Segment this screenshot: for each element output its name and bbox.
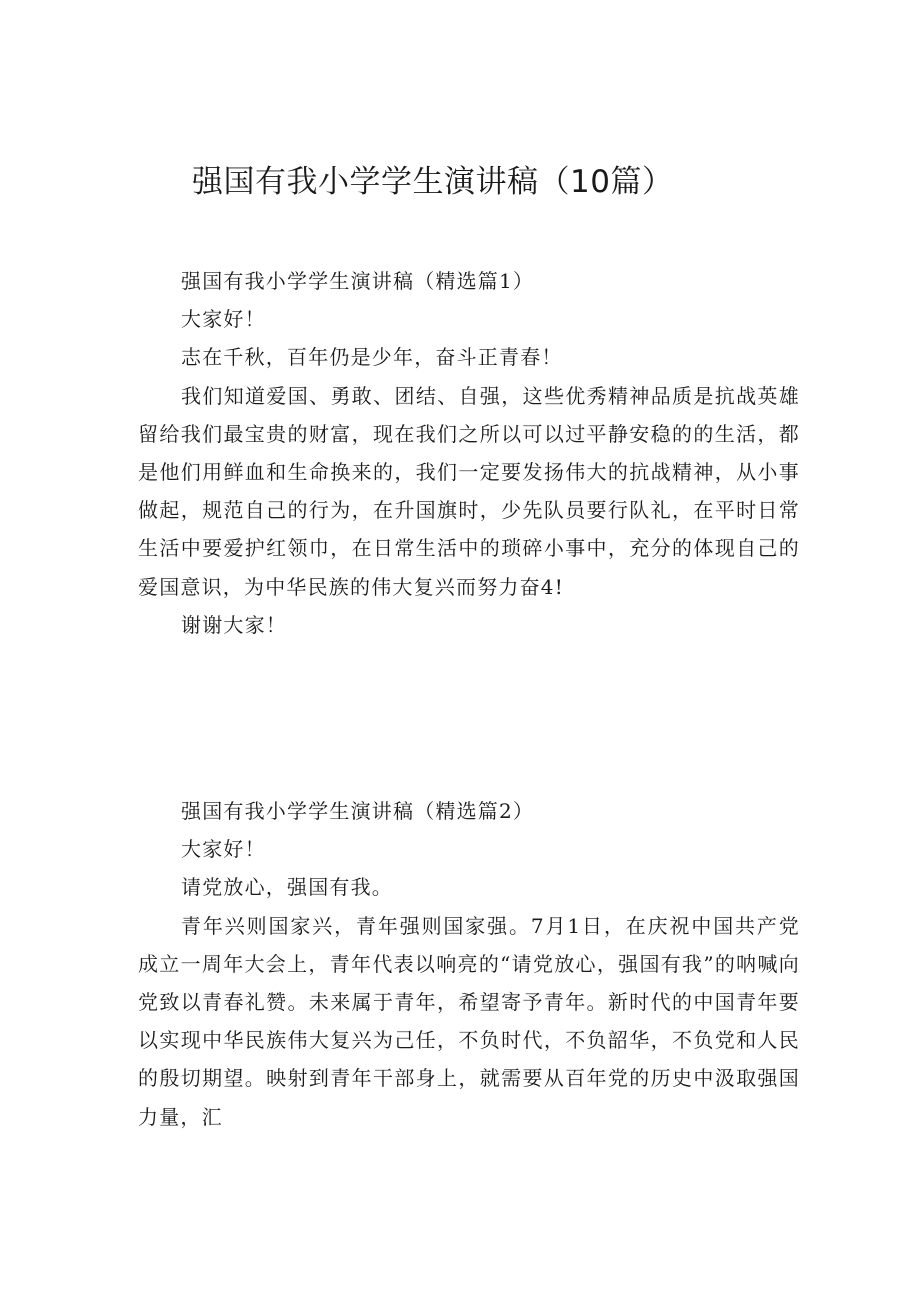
section-heading: 强国有我小学学生演讲稿（精选篇2） bbox=[181, 799, 535, 823]
greeting: 大家好！ bbox=[181, 307, 266, 332]
body-paragraph: 我们知道爱国、勇敢、团结、自强，这些优秀精神品质是抗战英雄留给我们最宝贵的财富，现在我们之所以可以过平静安稳的的生活，都是他们用鲜血和生命换来的，我们一定要发扬伟大的抗战精神，从小事做起，规范自己的行为，在升国旗时，少先队员要行队礼，在平时日常生活中要爱护红领巾，在日常生活中的琐碎小事中，充分的体现自己的爱国意识，为中华民族的伟大复兴而努力奋4! bbox=[138, 383, 800, 599]
section-1 bbox=[138, 262, 800, 644]
section-2 bbox=[138, 792, 800, 1136]
greeting: 大家好！ bbox=[181, 837, 266, 862]
closing: 谢谢大家！ bbox=[181, 612, 287, 637]
body-paragraph: 青年兴则国家兴，青年强则国家强。7月1日，在庆祝中国共产党成立一周年大会上，青年代表以响亮的“请党放心，强国有我”的呐喊向党致以青春礼赞。未来属于青年，希望寄予青年。新时代的中国青年要以实现中华民族伟大复兴为己任，不负时代，不负韶华，不负党和人民的殷切期望。映射到青年干部身上，就需要从百年党的历史中汲取强国力量，汇 bbox=[138, 913, 800, 1129]
motto: 志在千秋，百年仍是少年，奋斗正青春！ bbox=[181, 345, 563, 370]
motto: 请党放心，强国有我。 bbox=[181, 875, 393, 900]
document-title: 强国有我小学学生演讲稿（10篇） bbox=[192, 164, 674, 200]
section-heading: 强国有我小学学生演讲稿（精选篇1） bbox=[181, 269, 535, 293]
